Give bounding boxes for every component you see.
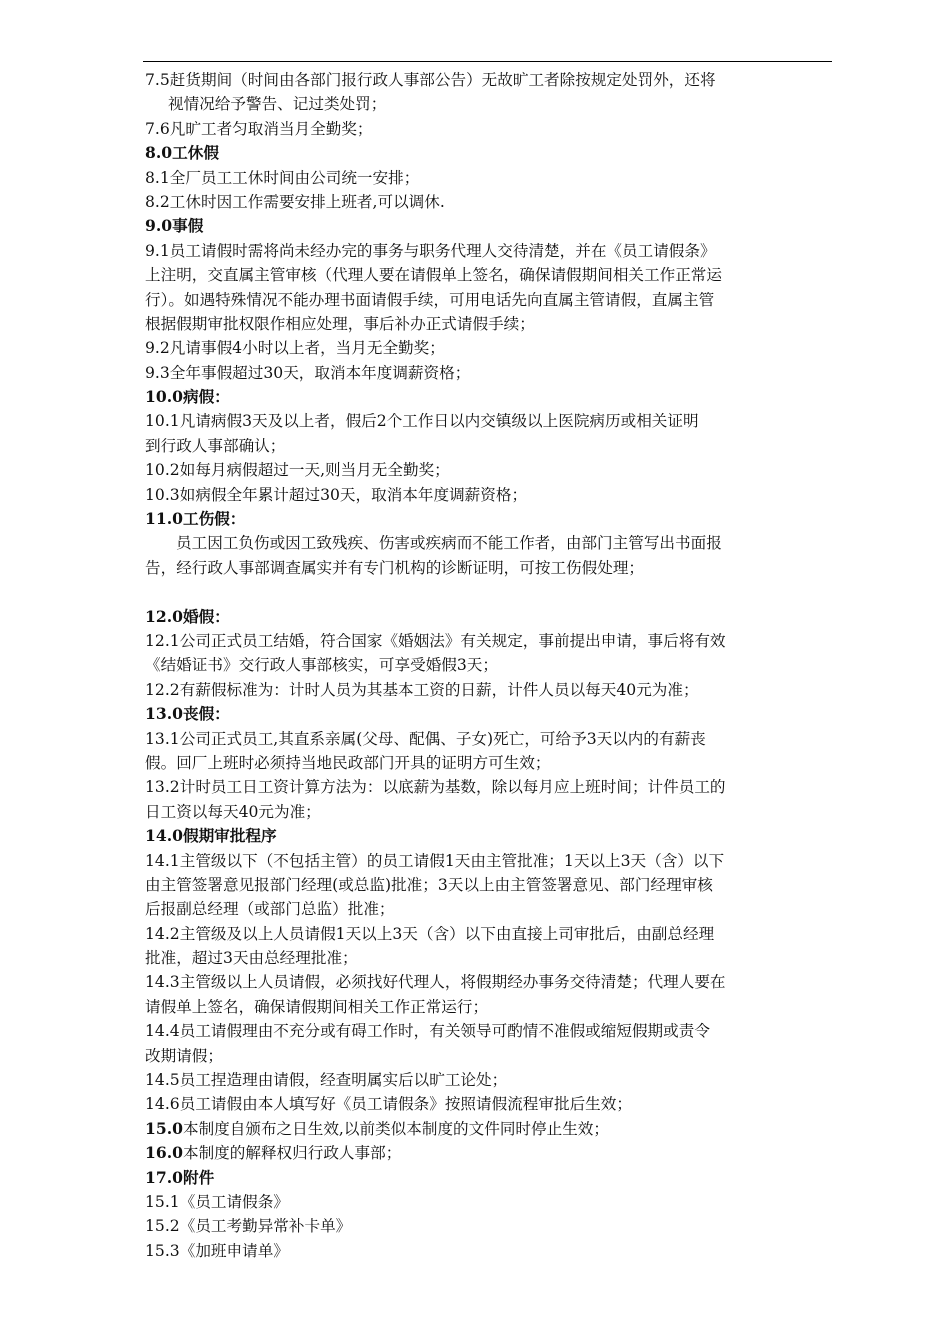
section-16-number: 16.0 bbox=[145, 1143, 183, 1163]
clause-10-1-line-1: 10.1凡请病假3天及以上者，假后2个工作日以内交镇级以上医院病历或相关证明 bbox=[145, 412, 699, 431]
clause-13-1-line-2: 假。回厂上班时必须持当地民政部门开具的证明方可生效； bbox=[145, 753, 551, 772]
clause-13-1-line-1: 13.1公司正式员工,其直系亲属(父母、配偶、子女)死亡，可给予3天以内的有薪丧 bbox=[145, 729, 706, 748]
clause-14-6: 14.6员工请假由本人填写好《员工请假条》按照请假流程审批后生效； bbox=[145, 1095, 632, 1114]
clause-12-2: 12.2有薪假标准为：计时人员为其基本工资的日薪，计件人员以每天40元为准； bbox=[145, 680, 699, 699]
clause-8-1: 8.1全厂员工工休时间由公司统一安排； bbox=[145, 168, 420, 187]
clause-10-2: 10.2如每月病假超过一天,则当月无全勤奖； bbox=[145, 461, 450, 480]
section-15-number: 15.0 bbox=[145, 1118, 183, 1138]
clause-14-1-line-2: 由主管签署意见报部门经理(或总监)批准；3天以上由主管签署意见、部门经理审核 bbox=[145, 875, 713, 894]
clause-12-1-line-2: 《结婚证书》交行政人事部核实，可享受婚假3天； bbox=[145, 656, 498, 675]
section-14-heading: 14.0假期审批程序 bbox=[145, 826, 277, 846]
section-8-heading: 8.0工休假 bbox=[145, 143, 219, 163]
clause-14-2-line-1: 14.2主管级及以上人员请假1天以上3天（含）以下由直接上司审批后，由副总经理 bbox=[145, 924, 715, 943]
clause-13-2-line-1: 13.2计时员工日工资计算方法为：以底薪为基数，除以每月应上班时间；计件员工的 bbox=[145, 778, 726, 797]
section-16-line bbox=[145, 1141, 833, 1165]
clause-10-1-line-2: 到行政人事部确认； bbox=[145, 436, 286, 455]
blank-spacer bbox=[145, 580, 833, 604]
clause-14-4-line-1: 14.4员工请假理由不充分或有碍工作时，有关领导可酌情不准假或缩短假期或责令 bbox=[145, 1022, 710, 1041]
clause-14-4-line-2: 改期请假； bbox=[145, 1046, 223, 1065]
clause-14-1-line-1: 14.1主管级以下（不包括主管）的员工请假1天由主管批准；1天以上3天（含）以下 bbox=[145, 851, 725, 870]
attachment-1: 15.1《员工请假条》 bbox=[145, 1192, 289, 1211]
clause-13-2-line-2: 日工资以每天40元为准； bbox=[145, 802, 321, 821]
section-13-heading: 13.0丧假： bbox=[145, 704, 230, 724]
section-17-heading: 17.0附件 bbox=[145, 1167, 215, 1187]
header-rule bbox=[143, 61, 832, 62]
clause-9-1-line-2: 上注明，交直属主管审核（代理人要在请假单上签名，确保请假期间相关工作正常运 bbox=[145, 266, 722, 285]
clause-9-1-line-1: 9.1员工请假时需将尚未经办完的事务与职务代理人交待清楚，并在《员工请假条》 bbox=[145, 241, 716, 260]
clause-14-3-line-2: 请假单上签名，确保请假期间相关工作正常运行； bbox=[145, 997, 489, 1016]
section-15-text: 本制度自颁布之日生效,以前类似本制度的文件同时停止生效； bbox=[182, 1119, 609, 1138]
clause-12-1-line-1: 12.1公司正式员工结婚，符合国家《婚姻法》有关规定，事前提出申请，事后将有效 bbox=[145, 631, 726, 650]
section-11-paragraph-line-1: 员工因工负伤或因工致残疾、伤害或疾病而不能工作者，由部门主管写出书面报 bbox=[176, 534, 722, 553]
section-16-text: 本制度的解释权归行政人事部； bbox=[182, 1144, 402, 1163]
section-11-paragraph-line-2: 告，经行政人事部调查属实并有专门机构的诊断证明，可按工伤假处理； bbox=[145, 558, 645, 577]
attachment-2: 15.2《员工考勤异常补卡单》 bbox=[145, 1217, 352, 1236]
document-body bbox=[145, 68, 833, 1263]
clause-9-1-line-3: 行）。如遇特殊情况不能办理书面请假手续，可用电话先向直属主管请假，直属主管 bbox=[145, 290, 715, 309]
clause-14-2-line-2: 批准，超过3天由总经理批准； bbox=[145, 949, 358, 968]
section-12-heading: 12.0婚假： bbox=[145, 606, 230, 626]
clause-14-1-line-3: 后报副总经理（或部门总监）批准； bbox=[145, 900, 395, 919]
attachment-3: 15.3《加班申请单》 bbox=[145, 1241, 289, 1260]
section-15-line bbox=[145, 1117, 833, 1141]
section-11-heading: 11.0工伤假： bbox=[145, 509, 246, 529]
section-10-heading: 10.0病假： bbox=[145, 387, 230, 407]
clause-9-2: 9.2凡请事假4小时以上者，当月无全勤奖； bbox=[145, 339, 445, 358]
clause-8-2: 8.2工休时因工作需要安排上班者,可以调休. bbox=[145, 192, 445, 211]
clause-9-1-line-4: 根据假期审批权限作相应处理，事后补办正式请假手续； bbox=[145, 314, 535, 333]
clause-10-3: 10.3如病假全年累计超过30天，取消本年度调薪资格； bbox=[145, 485, 528, 504]
section-9-heading: 9.0事假 bbox=[145, 216, 204, 236]
clause-14-5: 14.5员工捏造理由请假，经查明属实后以旷工论处； bbox=[145, 1071, 508, 1090]
clause-9-3: 9.3全年事假超过30天，取消本年度调薪资格； bbox=[145, 363, 471, 382]
clause-7-6: 7.6凡旷工者匀取消当月全勤奖； bbox=[145, 119, 373, 138]
clause-14-3-line-1: 14.3主管级以上人员请假，必须找好代理人，将假期经办事务交待清楚；代理人要在 bbox=[145, 973, 726, 992]
clause-7-5-line-2: 视情况给予警告、记过类处罚； bbox=[168, 95, 387, 114]
clause-7-5-line-1: 7.5赶货期间（时间由各部门报行政人事部公告）无故旷工者除按规定处罚外，还将 bbox=[145, 71, 716, 89]
